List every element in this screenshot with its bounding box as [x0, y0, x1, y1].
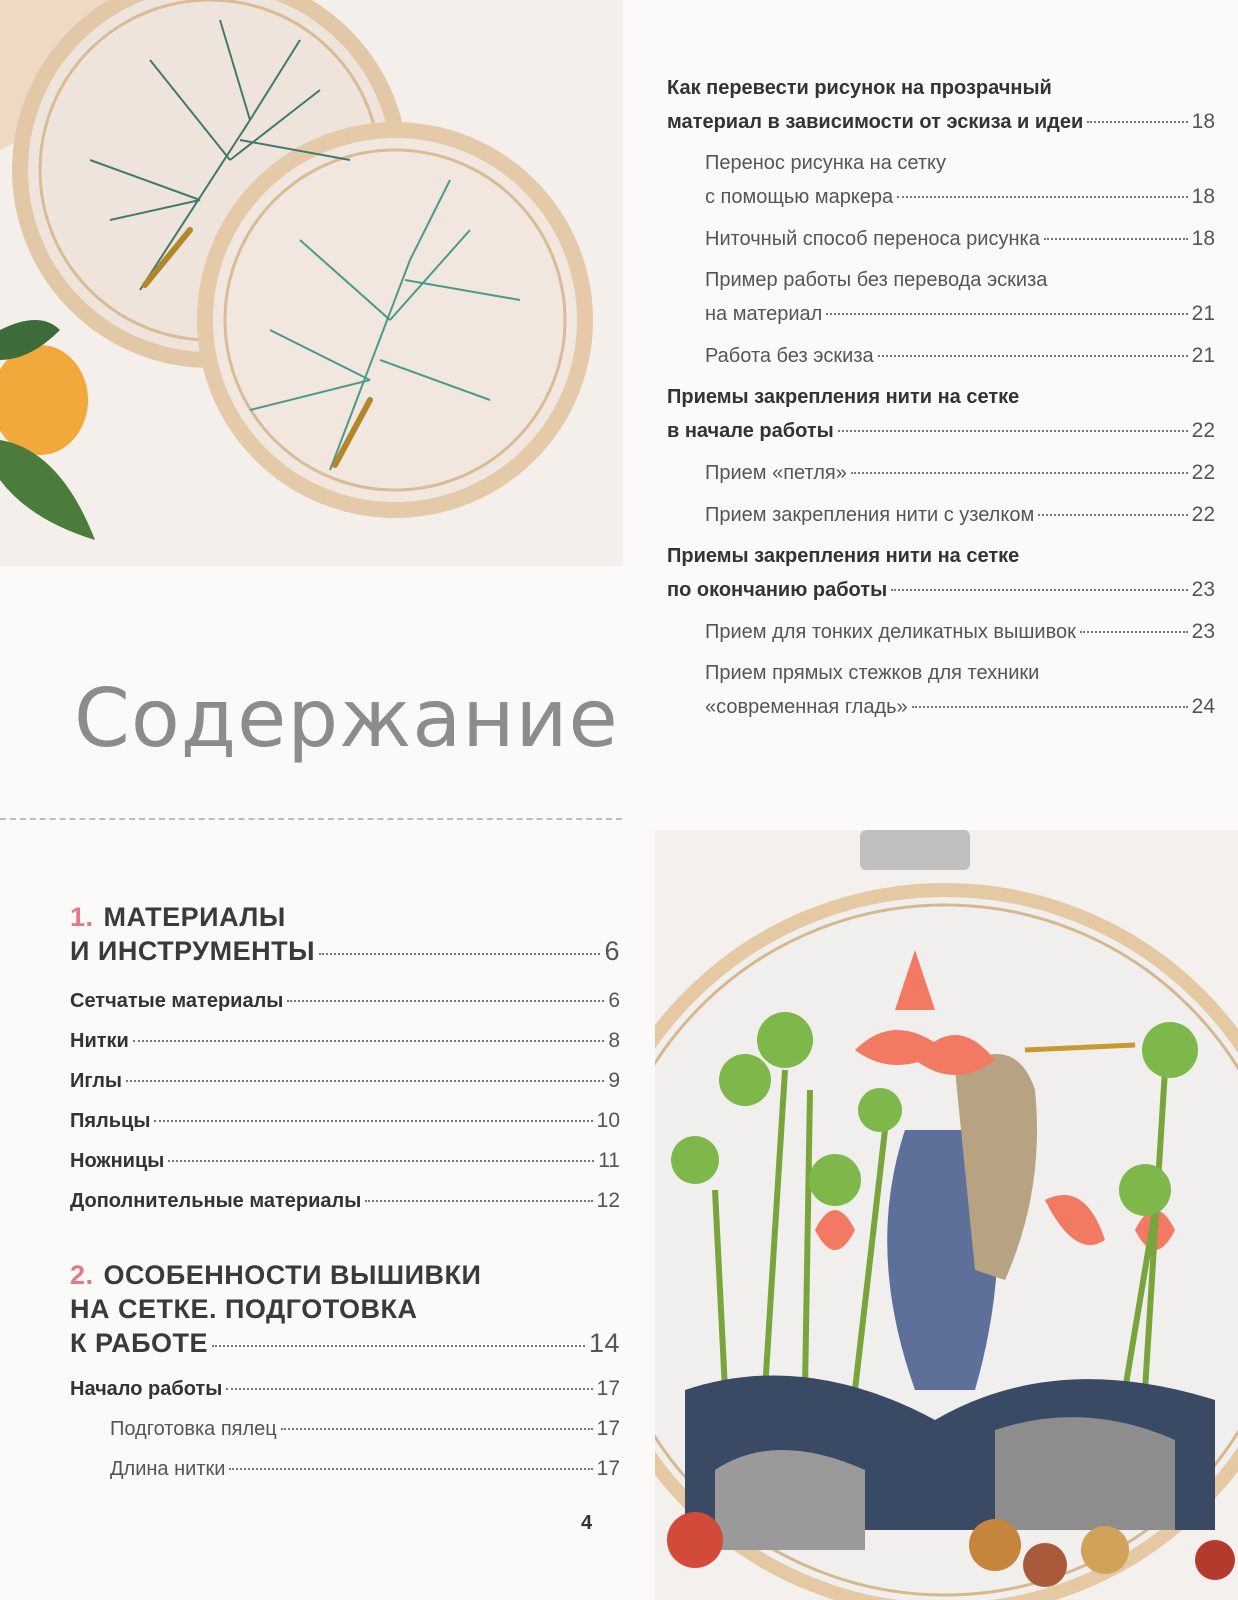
toc-item-label: Ножницы	[70, 1150, 165, 1172]
toc-item-label: Длина нитки	[110, 1458, 226, 1480]
toc-chapter-1[interactable]	[70, 900, 620, 968]
toc-item[interactable]	[70, 1108, 620, 1134]
toc-item-label: Пример работы без перевода эскиза	[705, 269, 1048, 291]
leader-dots	[912, 706, 1188, 708]
toc-subitem[interactable]	[667, 222, 1215, 256]
toc-item-label: Сетчатые материалы	[70, 990, 284, 1012]
page-ref: 23	[1191, 620, 1215, 643]
leader-dots	[891, 589, 1187, 591]
toc-item-label: Приемы закрепления нити на сетке	[667, 545, 1020, 567]
leader-dots	[878, 355, 1188, 357]
heron-embroidery-photo	[655, 830, 1238, 1600]
toc-item-label: Нитки	[70, 1030, 129, 1052]
toc-item-label: Работа без эскиза	[705, 345, 874, 367]
page-ref: 22	[1191, 419, 1215, 442]
toc-subitem[interactable]	[667, 264, 1215, 331]
leader-dots	[287, 1000, 604, 1002]
toc-item-label: Прием «петля»	[705, 462, 847, 484]
leader-dots	[229, 1468, 592, 1470]
chapter-title-line: ОСОБЕННОСТИ ВЫШИВКИ	[103, 1260, 482, 1290]
toc-item[interactable]	[70, 1028, 620, 1054]
leader-dots	[851, 472, 1188, 474]
chapter-title-line: И ИНСТРУМЕНТЫ	[70, 936, 316, 966]
leader-dots	[1087, 121, 1187, 123]
leader-dots	[1038, 514, 1187, 516]
page-ref: 22	[1191, 503, 1215, 526]
chapter-title-line: НА СЕТКЕ. ПОДГОТОВКА	[70, 1294, 418, 1324]
page-ref: 11	[598, 1149, 620, 1172]
toc-item[interactable]	[70, 1068, 620, 1094]
toc-item-label: Ниточный способ переноса рисунка	[705, 228, 1040, 250]
toc-item[interactable]	[667, 381, 1215, 448]
toc-item-label: по окончанию работы	[667, 579, 888, 601]
leader-dots	[212, 1345, 585, 1347]
leader-dots	[319, 953, 600, 955]
page-ref: 22	[1191, 461, 1215, 484]
toc-item[interactable]	[667, 72, 1215, 139]
toc-item-label: Начало работы	[70, 1378, 223, 1400]
page-ref: 23	[1191, 578, 1215, 601]
page-ref: 17	[596, 1457, 620, 1480]
page-ref: 12	[596, 1189, 620, 1212]
toc-item-label: Перенос рисунка на сетку	[705, 152, 946, 174]
page-number: 4	[581, 1512, 593, 1534]
leader-dots	[281, 1428, 593, 1430]
toc-item-label: Пяльцы	[70, 1110, 151, 1132]
leader-dots	[154, 1120, 592, 1122]
toc-subitem[interactable]	[70, 1416, 620, 1442]
chapter-title-line: К РАБОТЕ	[70, 1328, 209, 1358]
toc-item-label: Прием для тонких деликатных вышивок	[705, 621, 1076, 643]
toc-subitem[interactable]	[70, 1456, 620, 1482]
toc-left-column	[70, 900, 620, 1482]
leader-dots	[365, 1200, 592, 1202]
toc-subitem[interactable]	[667, 339, 1215, 373]
chapter-number: 1.	[70, 902, 94, 932]
leader-dots	[126, 1080, 604, 1082]
chapter-number: 2.	[70, 1260, 94, 1290]
leader-dots	[1080, 631, 1188, 633]
page-ref: 24	[1191, 695, 1215, 718]
page-ref: 6	[608, 989, 620, 1012]
toc-item-label: на материал	[705, 303, 823, 325]
toc-item-label: Дополнительные материалы	[70, 1190, 362, 1212]
heron-embroidery-illustration	[655, 830, 1238, 1600]
toc-item[interactable]	[70, 1376, 620, 1402]
pine-embroidery-photo	[0, 0, 623, 566]
toc-item-label: Иглы	[70, 1070, 122, 1092]
leader-dots	[826, 313, 1187, 315]
toc-subitem[interactable]	[667, 456, 1215, 490]
chapter-title-line: МАТЕРИАЛЫ	[103, 902, 286, 932]
toc-item-label: Прием закрепления нити с узелком	[705, 504, 1035, 526]
leader-dots	[133, 1040, 604, 1042]
toc-subitem[interactable]	[667, 147, 1215, 214]
page-ref: 9	[608, 1069, 620, 1092]
page-ref: 21	[1191, 302, 1215, 325]
page-ref: 18	[1191, 185, 1215, 208]
toc-item[interactable]	[70, 1148, 620, 1174]
toc-subitem[interactable]	[667, 615, 1215, 649]
leader-dots	[226, 1388, 592, 1390]
toc-item[interactable]	[70, 1188, 620, 1214]
toc-item-label: Подготовка пялец	[110, 1418, 277, 1440]
leader-dots	[838, 430, 1188, 432]
leader-dots	[168, 1160, 594, 1162]
toc-item-label: в начале работы	[667, 420, 834, 442]
page-ref: 18	[1191, 227, 1215, 250]
page-ref: 17	[596, 1377, 620, 1400]
pine-embroidery-illustration	[0, 0, 623, 566]
page-ref: 18	[1191, 110, 1215, 133]
toc-subitem[interactable]	[667, 498, 1215, 532]
page-ref: 8	[608, 1029, 620, 1052]
toc-item-label: «современная гладь»	[705, 696, 908, 718]
page-ref: 6	[604, 936, 620, 966]
page-ref: 10	[596, 1109, 620, 1132]
toc-item-label: с помощью маркера	[705, 186, 894, 208]
toc-subitem[interactable]	[667, 657, 1215, 724]
page-ref: 14	[588, 1328, 620, 1358]
toc-item-label: Прием прямых стежков для техники	[705, 662, 1040, 684]
dashed-divider	[0, 818, 622, 820]
toc-chapter-2[interactable]	[70, 1258, 620, 1360]
toc-item[interactable]	[667, 540, 1215, 607]
leader-dots	[1044, 238, 1188, 240]
page-title: Содержание	[74, 672, 619, 765]
leader-dots	[897, 196, 1187, 198]
page-ref: 17	[596, 1417, 620, 1440]
toc-item-label: материал в зависимости от эскиза и идеи	[667, 111, 1084, 133]
toc-right-column	[667, 72, 1215, 724]
toc-item-label: Приемы закрепления нити на сетке	[667, 386, 1020, 408]
toc-item-label: Как перевести рисунок на прозрачный	[667, 77, 1052, 99]
page-ref: 21	[1191, 344, 1215, 367]
toc-item[interactable]	[70, 988, 620, 1014]
